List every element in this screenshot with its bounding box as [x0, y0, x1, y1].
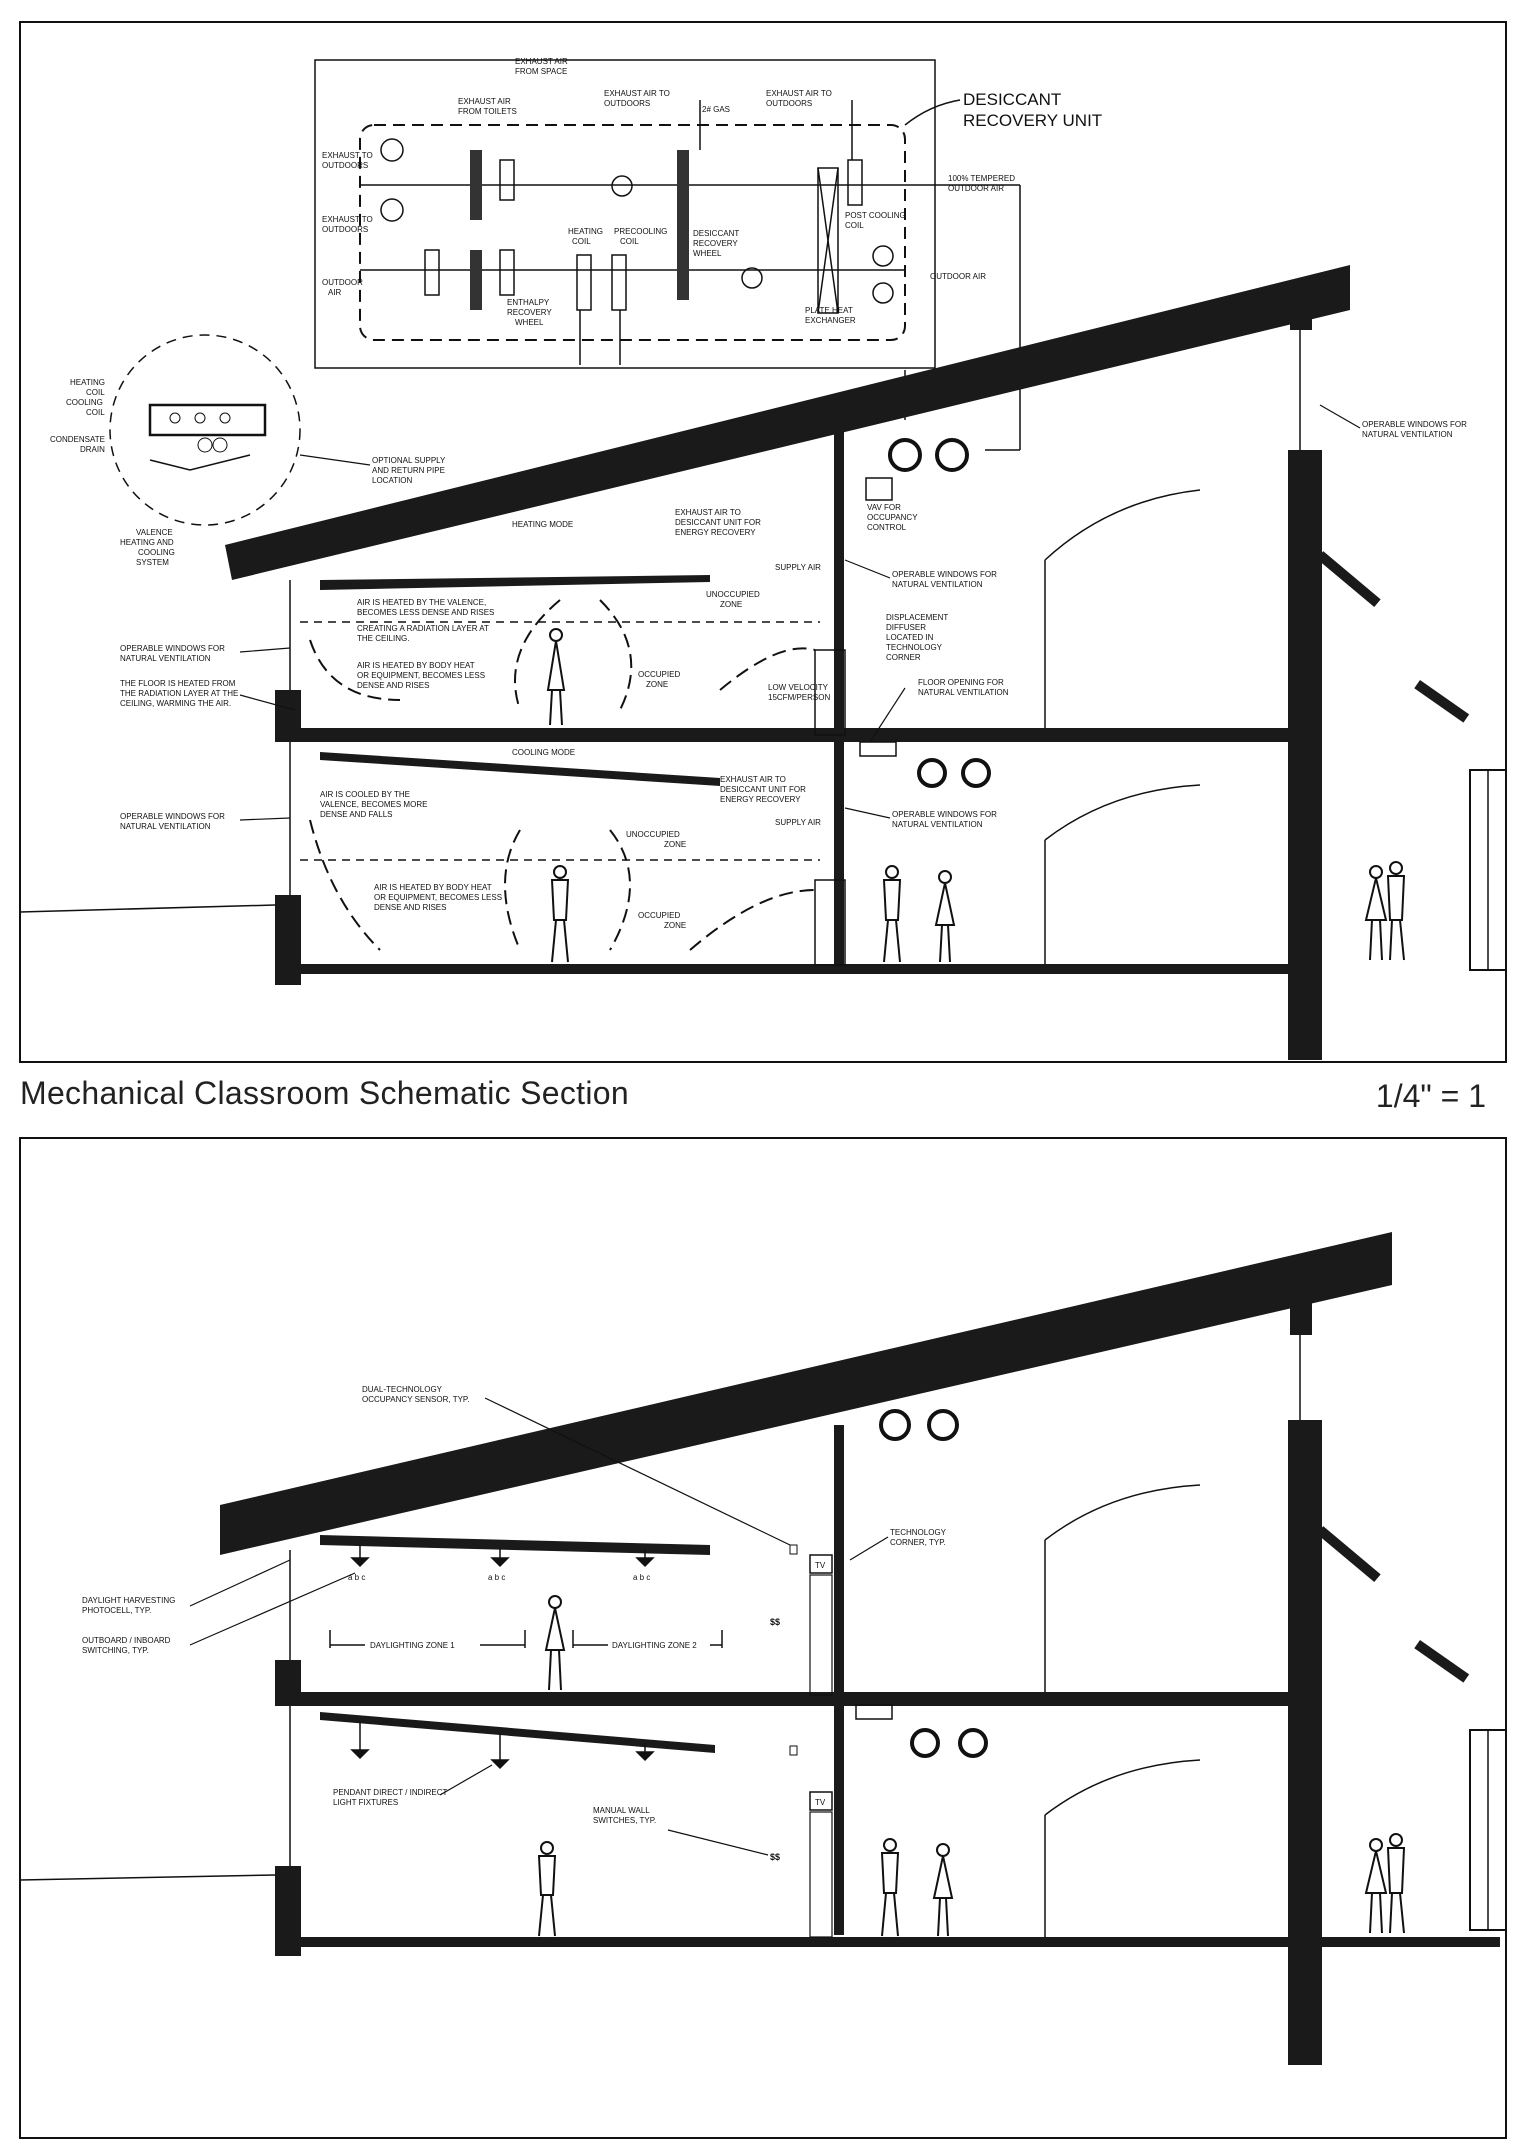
switch-symbol-upper: $$ — [770, 1617, 781, 1627]
mid-window-leader — [845, 560, 890, 578]
tech-corner-1: TECHNOLOGY — [890, 1528, 947, 1537]
daylighting-zone-1: DAYLIGHTING ZONE 1 — [370, 1641, 455, 1650]
airflow-upper-3 — [600, 600, 631, 710]
lower-duct-1 — [919, 760, 945, 786]
floor-opening — [860, 742, 896, 756]
filter-3 — [500, 250, 514, 295]
label-exhaust-outdoors-2b: OUTDOORS — [322, 225, 369, 234]
detail-valence-3: COOLING — [138, 548, 175, 557]
air-cooled-3: DENSE AND FALLS — [320, 810, 393, 819]
top-clerestory-slab — [1317, 551, 1381, 607]
tv-lower-label: TV — [815, 1798, 826, 1807]
bottom-upper-light-beam — [320, 1535, 710, 1555]
top-roof-slab — [225, 265, 1350, 580]
label-exhaust-outdoors-2a: EXHAUST TO — [322, 215, 373, 224]
coil-tube-2 — [195, 413, 205, 423]
unoccupied-upper-2: ZONE — [720, 600, 743, 609]
top-building-section — [20, 265, 1506, 1060]
body-heat-upper-3: DENSE AND RISES — [357, 681, 430, 690]
airflow-lower-2 — [505, 830, 520, 950]
top-ground-floor-slab — [300, 964, 1320, 974]
airflow-lower-1 — [310, 820, 380, 950]
label-outdoor-air-left-2: AIR — [328, 288, 342, 297]
lamp-switch-label-2: a b c — [488, 1573, 506, 1582]
dual-tech-1: DUAL-TECHNOLOGY — [362, 1385, 443, 1394]
supply-fan-1 — [742, 268, 762, 288]
top-annotations — [120, 405, 1467, 930]
detail-condensate-2: DRAIN — [80, 445, 105, 454]
photocell-2: PHOTOCELL, TYP. — [82, 1606, 152, 1615]
condensate-drain-line — [150, 455, 250, 470]
label-exhaust-outdoors-b-2: OUTDOORS — [766, 99, 813, 108]
exhaust-fan-3 — [612, 176, 632, 196]
label-desiccant-wheel-2: RECOVERY — [693, 239, 738, 248]
vav-2: OCCUPANCY — [867, 513, 918, 522]
pendant-1: PENDANT DIRECT / INDIRECT — [333, 1788, 448, 1797]
body-heat-lower-1: AIR IS HEATED BY BODY HEAT — [374, 883, 492, 892]
label-outdoor-air-right: OUTDOOR AIR — [930, 272, 987, 281]
label-tempered-air-1: 100% TEMPERED — [948, 174, 1015, 183]
tech-corner-cabinet-upper — [810, 1575, 832, 1695]
unit-title-line-2: RECOVERY UNIT — [963, 111, 1103, 130]
optional-supply-leader — [300, 455, 370, 465]
bottom-lower-light-beam — [320, 1712, 715, 1753]
pendant-leader — [440, 1765, 492, 1795]
pipe-1 — [198, 438, 212, 452]
supply-air-lower: SUPPLY AIR — [775, 818, 821, 827]
top-upper-vault — [1045, 490, 1200, 560]
photocell-leader — [190, 1560, 290, 1606]
person-bottom-exterior-2 — [1388, 1834, 1404, 1933]
bottom-section — [20, 1232, 1506, 2065]
displacement-3: LOCATED IN — [886, 633, 934, 642]
label-desiccant-wheel-3: WHEEL — [693, 249, 722, 258]
bottom-ground-line — [20, 1875, 275, 1880]
detail-heating-1: HEATING — [70, 378, 105, 387]
heating-mode-label: HEATING MODE — [512, 520, 574, 529]
top-roof-stub — [1290, 310, 1312, 330]
upper-duct-1 — [890, 440, 920, 470]
label-exhaust-outdoors-b-1: EXHAUST AIR TO — [766, 89, 832, 98]
person-bottom-corridor-1 — [882, 1839, 898, 1936]
top-second-floor-slab — [275, 728, 1315, 742]
label-gas: 2# GAS — [702, 105, 731, 114]
detail-optional-3: LOCATION — [372, 476, 413, 485]
label-enthalpy-3: WHEEL — [515, 318, 544, 327]
occupied-lower-2: ZONE — [664, 921, 687, 930]
operable-left-upper-1: OPERABLE WINDOWS FOR — [120, 644, 225, 653]
detail-optional-2: AND RETURN PIPE — [372, 466, 445, 475]
body-heat-upper-2: OR EQUIPMENT, BECOMES LESS — [357, 671, 486, 680]
air-cooled-1: AIR IS COOLED BY THE — [320, 790, 410, 799]
operable-left-upper-2: NATURAL VENTILATION — [120, 654, 211, 663]
label-precooling-2: COIL — [620, 237, 639, 246]
occupancy-sensor-upper — [790, 1545, 797, 1554]
supply-air-upper: SUPPLY AIR — [775, 563, 821, 572]
floor-heated-2: THE RADIATION LAYER AT THE — [120, 689, 239, 698]
occupied-upper-2: ZONE — [646, 680, 669, 689]
bottom-lower-vault — [1045, 1760, 1200, 1815]
displacement-2: DIFFUSER — [886, 623, 926, 632]
drawing-title: Mechanical Classroom Schematic Section — [20, 1075, 629, 1111]
operable-roof-2: NATURAL VENTILATION — [1362, 430, 1453, 439]
bottom-lower-duct-1 — [912, 1730, 938, 1756]
pipe-2 — [213, 438, 227, 452]
detail-valence-2: HEATING AND — [120, 538, 174, 547]
post-cooling-coil-box — [848, 160, 862, 205]
coil-tube-1 — [170, 413, 180, 423]
vav-3: CONTROL — [867, 523, 907, 532]
valence-housing — [150, 405, 265, 435]
pendant-upper-2 — [492, 1548, 508, 1566]
operable-low-2: NATURAL VENTILATION — [892, 820, 983, 829]
bottom-clerestory-slab — [1317, 1526, 1381, 1582]
detail-heating-2: COIL — [86, 388, 105, 397]
low-window-leader — [845, 808, 890, 818]
left-upper-window-leader — [240, 648, 290, 652]
person-upper-classroom — [548, 629, 564, 725]
top-ground-line — [20, 905, 275, 912]
label-exhaust-outdoors-1a: EXHAUST TO — [322, 151, 373, 160]
person-bottom-exterior-1 — [1366, 1839, 1386, 1933]
label-exhaust-outdoors-a-1: EXHAUST AIR TO — [604, 89, 670, 98]
body-heat-upper-1: AIR IS HEATED BY BODY HEAT — [357, 661, 475, 670]
dual-tech-2: OCCUPANCY SENSOR, TYP. — [362, 1395, 470, 1404]
lower-duct-2 — [963, 760, 989, 786]
operable-left-lower-1: OPERABLE WINDOWS FOR — [120, 812, 225, 821]
unit-title-leader — [905, 100, 960, 125]
label-exhaust-space-1: EXHAUST AIR — [515, 57, 568, 66]
low-velocity-1: LOW VELOCITY — [768, 683, 829, 692]
label-plate-hx-1: PLATE HEAT — [805, 306, 853, 315]
detail-valence-4: SYSTEM — [136, 558, 169, 567]
displacement-4: TECHNOLOGY — [886, 643, 943, 652]
exhaust-lower-3: ENERGY RECOVERY — [720, 795, 801, 804]
person-exterior-2 — [1388, 862, 1404, 960]
label-precooling-1: PRECOOLING — [614, 227, 668, 236]
bottom-ground-floor-slab — [300, 1937, 1500, 1947]
occupancy-sensor-lower — [790, 1746, 797, 1755]
lamp-switch-label-3: a b c — [633, 1573, 651, 1582]
vav-box — [866, 478, 892, 500]
label-exhaust-toilets-1: EXHAUST AIR — [458, 97, 511, 106]
unoccupied-lower-2: ZONE — [664, 840, 687, 849]
bottom-floor-opening — [856, 1705, 892, 1719]
operable-left-lower-2: NATURAL VENTILATION — [120, 822, 211, 831]
top-center-column — [834, 430, 844, 965]
label-exhaust-toilets-2: FROM TOILETS — [458, 107, 517, 116]
body-heat-lower-2: OR EQUIPMENT, BECOMES LESS — [374, 893, 503, 902]
airflow-lower-3 — [610, 830, 630, 950]
label-post-cooling-2: COIL — [845, 221, 864, 230]
manual-switch-leader — [668, 1830, 768, 1855]
bottom-upper-duct-1 — [881, 1411, 909, 1439]
occupied-lower-1: OCCUPIED — [638, 911, 681, 920]
bottom-roof-stub — [1290, 1285, 1312, 1335]
displacement-1: DISPLACEMENT — [886, 613, 949, 622]
tech-corner-leader — [850, 1537, 888, 1560]
floor-opening-1: FLOOR OPENING FOR — [918, 678, 1004, 687]
filter-1 — [425, 250, 439, 295]
detail-condensate-1: CONDENSATE — [50, 435, 105, 444]
manual-switch-1: MANUAL WALL — [593, 1806, 650, 1815]
person-corridor-2 — [936, 871, 954, 962]
label-heating-coil-2: COIL — [572, 237, 591, 246]
exhaust-upper-1: EXHAUST AIR TO — [675, 508, 741, 517]
bottom-second-floor-slab — [275, 1692, 1315, 1706]
label-exhaust-outdoors-1b: OUTDOORS — [322, 161, 369, 170]
bottom-right-exterior-wall — [1288, 1420, 1322, 2065]
floor-heated-3: CEILING, WARMING THE AIR. — [120, 699, 232, 708]
detail-valence-1: VALENCE — [136, 528, 173, 537]
supply-fan-3 — [873, 283, 893, 303]
bottom-canopy — [1414, 1640, 1469, 1683]
low-velocity-2: 15CFM/PERSON — [768, 693, 831, 702]
exhaust-fan-2 — [381, 199, 403, 221]
label-exhaust-space-2: FROM SPACE — [515, 67, 568, 76]
person-lower-classroom — [552, 866, 568, 962]
top-left-upper-pier — [275, 690, 301, 730]
person-bottom-corridor-2 — [934, 1844, 952, 1936]
filter-2 — [500, 160, 514, 200]
pendant-lower-1 — [352, 1722, 368, 1758]
airflow-upper-1 — [310, 640, 400, 700]
bottom-upper-vault — [1045, 1485, 1200, 1540]
pendant-upper-1 — [352, 1545, 368, 1566]
cooling-mode-label: COOLING MODE — [512, 748, 576, 757]
floor-opening-2: NATURAL VENTILATION — [918, 688, 1009, 697]
exhaust-fan-1 — [381, 139, 403, 161]
top-canopy — [1414, 680, 1469, 723]
bottom-center-column — [834, 1425, 844, 1935]
photocell-1: DAYLIGHT HARVESTING — [82, 1596, 176, 1605]
label-enthalpy-2: RECOVERY — [507, 308, 552, 317]
detail-optional-1: OPTIONAL SUPPLY — [372, 456, 446, 465]
outboard-2: SWITCHING, TYP. — [82, 1646, 149, 1655]
enthalpy-wheel-upper — [470, 150, 482, 220]
operable-low-1: OPERABLE WINDOWS FOR — [892, 810, 997, 819]
operable-mid-1: OPERABLE WINDOWS FOR — [892, 570, 997, 579]
displacement-5: CORNER — [886, 653, 921, 662]
top-left-lower-pier — [275, 895, 301, 985]
air-heated-valence-1: AIR IS HEATED BY THE VALENCE, — [357, 598, 487, 607]
heating-coil-box — [577, 255, 591, 310]
person-bottom-lower — [539, 1842, 555, 1936]
manual-switch-2: SWITCHES, TYP. — [593, 1816, 657, 1825]
exhaust-lower-2: DESICCANT UNIT FOR — [720, 785, 806, 794]
exhaust-lower-1: EXHAUST AIR TO — [720, 775, 786, 784]
floor-heated-1: THE FLOOR IS HEATED FROM — [120, 679, 236, 688]
left-lower-window-leader — [240, 818, 290, 820]
operable-roof-1: OPERABLE WINDOWS FOR — [1362, 420, 1467, 429]
supply-fan-2 — [873, 246, 893, 266]
body-heat-lower-3: DENSE AND RISES — [374, 903, 447, 912]
switch-symbol-lower: $$ — [770, 1852, 781, 1862]
air-cooled-2: VALENCE, BECOMES MORE — [320, 800, 428, 809]
detail-cooling-2: COIL — [86, 408, 105, 417]
bottom-upper-duct-2 — [929, 1411, 957, 1439]
top-section — [20, 57, 1506, 1060]
unoccupied-upper-1: UNOCCUPIED — [706, 590, 760, 599]
upper-duct-2 — [937, 440, 967, 470]
person-corridor-1 — [884, 866, 900, 962]
outboard-1: OUTBOARD / INBOARD — [82, 1636, 171, 1645]
airflow-lower-4 — [690, 890, 815, 950]
lamp-switch-label-1: a b c — [348, 1573, 366, 1582]
unit-title-line-1: DESICCANT — [963, 90, 1062, 109]
label-outdoor-air-left-1: OUTDOOR — [322, 278, 363, 287]
air-heated-valence-4: THE CEILING. — [357, 634, 410, 643]
label-exhaust-outdoors-a-2: OUTDOORS — [604, 99, 651, 108]
vav-1: VAV FOR — [867, 503, 901, 512]
detail-cooling-1: COOLING — [66, 398, 103, 407]
roof-window-leader — [1320, 405, 1360, 428]
daylighting-zone-2: DAYLIGHTING ZONE 2 — [612, 1641, 697, 1650]
label-post-cooling-1: POST COOLING — [845, 211, 906, 220]
operable-mid-2: NATURAL VENTILATION — [892, 580, 983, 589]
label-enthalpy-1: ENTHALPY — [507, 298, 550, 307]
exhaust-upper-3: ENERGY RECOVERY — [675, 528, 756, 537]
unoccupied-lower-1: UNOCCUPIED — [626, 830, 680, 839]
enthalpy-wheel-lower — [470, 250, 482, 310]
bottom-left-lower-pier — [275, 1866, 301, 1956]
bottom-lower-duct-2 — [960, 1730, 986, 1756]
desiccant-wheel — [677, 150, 689, 300]
top-lower-valence-beam — [320, 752, 720, 786]
precooling-coil-box — [612, 255, 626, 310]
air-heated-valence-2: BECOMES LESS DENSE AND RISES — [357, 608, 495, 617]
label-tempered-air-2: OUTDOOR AIR — [948, 184, 1005, 193]
person-bottom-upper — [546, 1596, 564, 1690]
exhaust-upper-2: DESICCANT UNIT FOR — [675, 518, 761, 527]
label-heating-coil-1: HEATING — [568, 227, 603, 236]
detail-callout-circle — [110, 335, 300, 525]
tv-upper-label: TV — [815, 1561, 826, 1570]
occupied-upper-1: OCCUPIED — [638, 670, 681, 679]
tech-corner-cabinet-lower — [810, 1812, 832, 1937]
top-lower-vault — [1045, 785, 1200, 840]
drawing-scale: 1/4" = 1 — [1375, 1078, 1486, 1114]
person-exterior-1 — [1366, 866, 1386, 960]
tech-corner-2: CORNER, TYP. — [890, 1538, 946, 1547]
coil-tube-3 — [220, 413, 230, 423]
pendant-2: LIGHT FIXTURES — [333, 1798, 399, 1807]
air-heated-valence-3: CREATING A RADIATION LAYER AT — [357, 624, 489, 633]
pendant-lower-2 — [492, 1733, 508, 1768]
label-plate-hx-2: EXCHANGER — [805, 316, 856, 325]
label-desiccant-wheel-1: DESICCANT — [693, 229, 740, 238]
top-upper-valence-beam — [320, 575, 710, 590]
